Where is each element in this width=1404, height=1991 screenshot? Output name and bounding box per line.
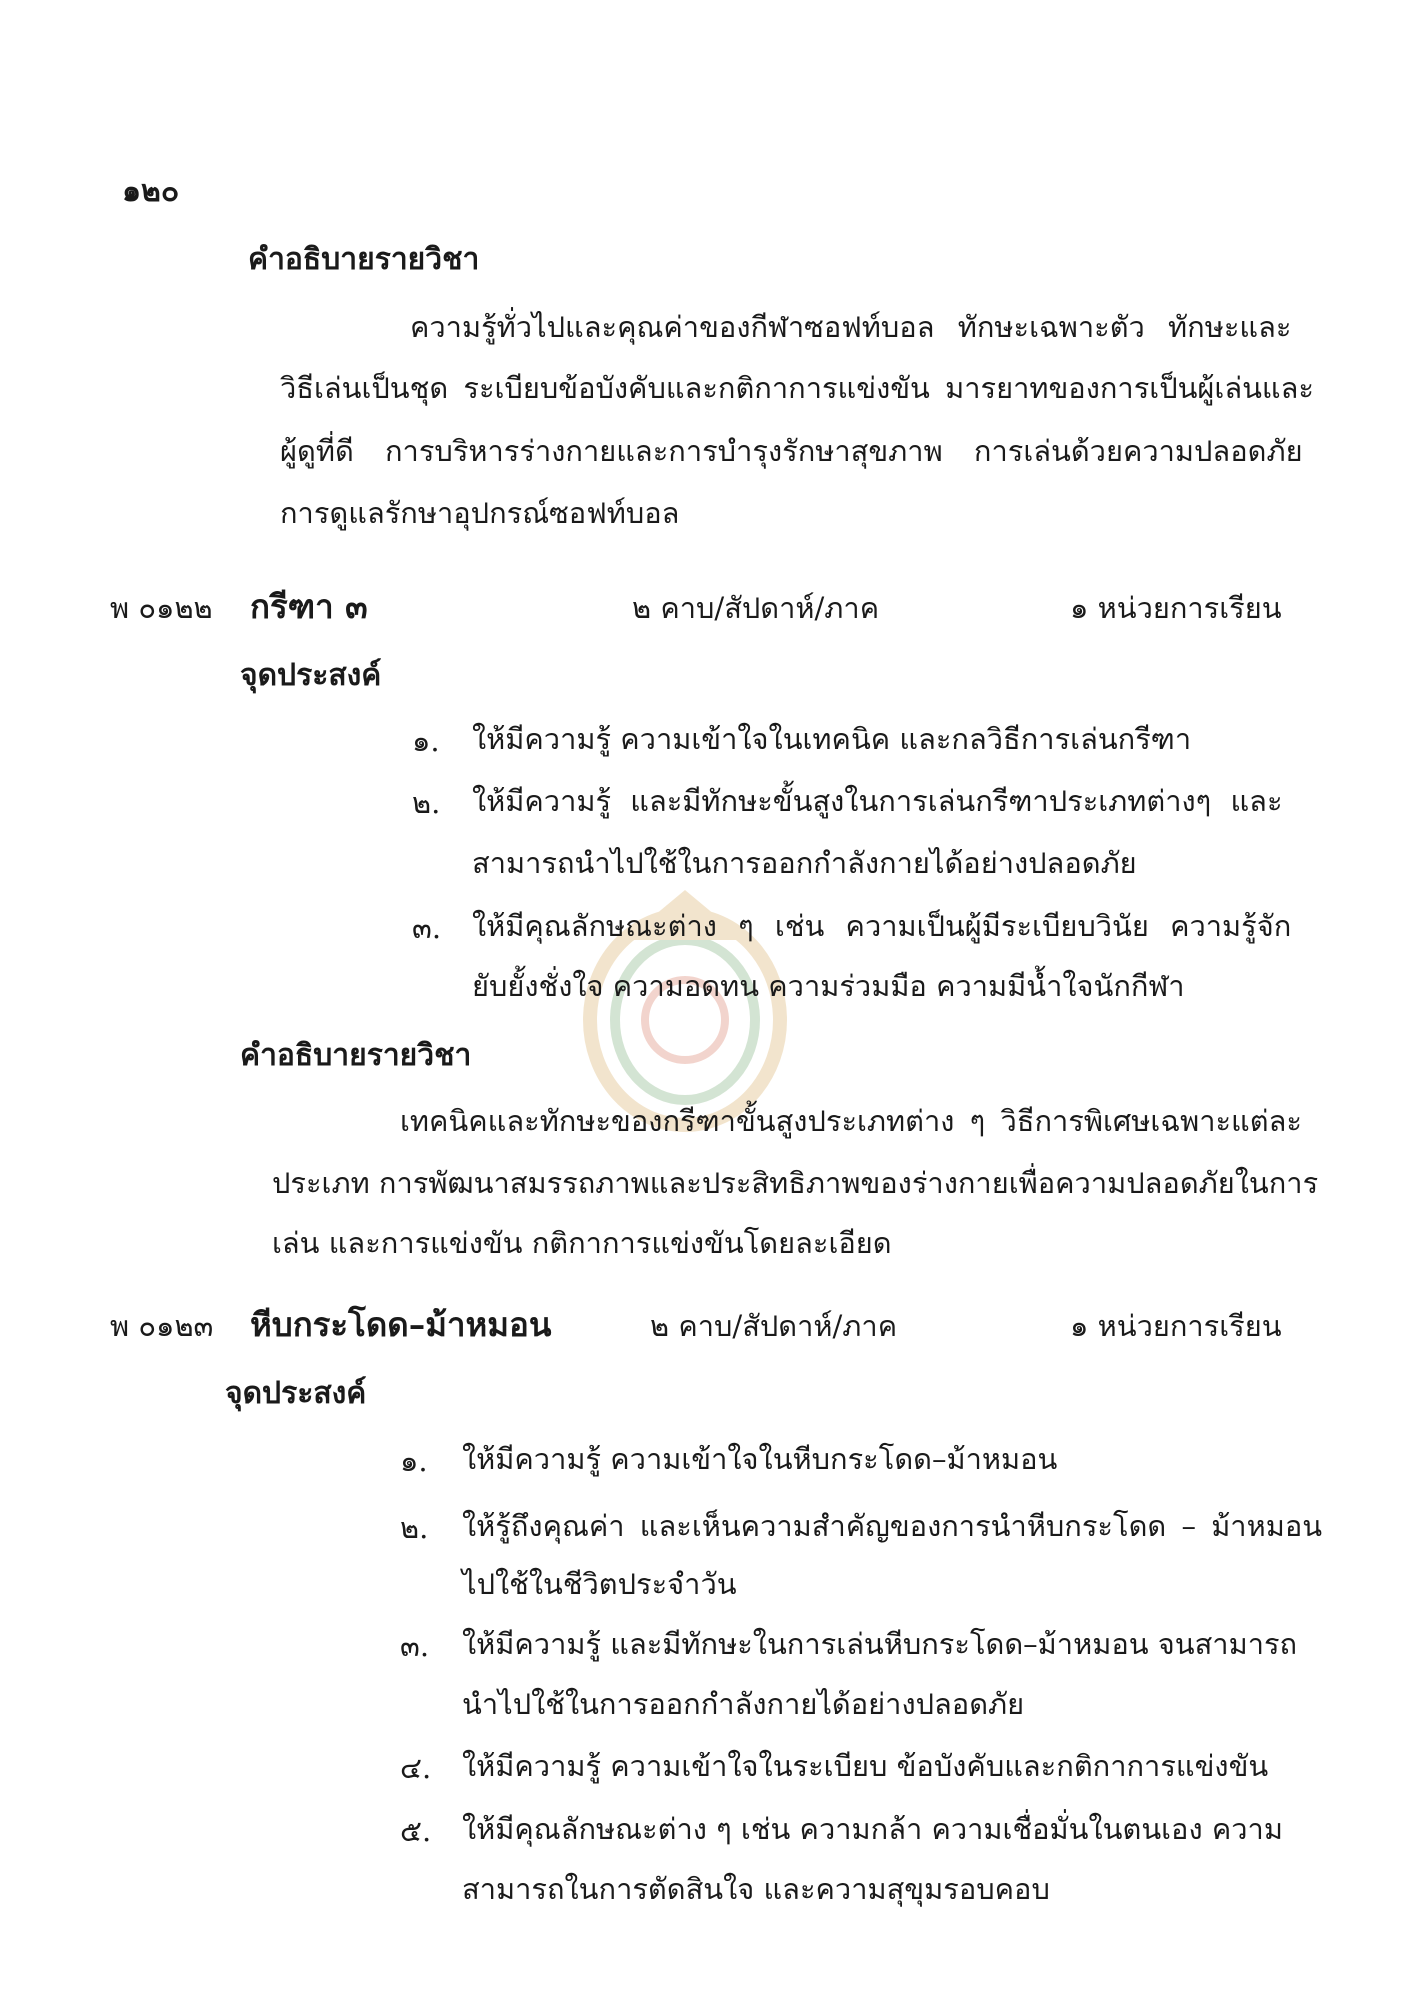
objective-text: ให้มีคุณลักษณะต่าง ๆ เช่น ความกล้า ความเชื่อมั่นในตนเอง ความ <box>462 1812 1283 1846</box>
objective-number: ๑. <box>400 1444 428 1478</box>
objective-text: ให้รู้ถึงคุณค่า และเห็นความสำคัญของการนำหีบกระโดด – ม้าหมอน <box>462 1509 1323 1543</box>
objective-text: ให้มีความรู้ ความเข้าใจในหีบกระโดด–ม้าหมอน <box>462 1442 1058 1476</box>
objective-text: สามารถนำไปใช้ในการออกกำลังกายได้อย่างปลอดภัย <box>472 846 1137 880</box>
description-heading: คำอธิบายรายวิชา <box>240 1038 472 1073</box>
objective-text: ให้มีความรู้ และมีทักษะในการเล่นหีบกระโดด–ม้าหมอน จนสามารถ <box>462 1627 1298 1661</box>
objective-text: ให้มีความรู้ ความเข้าใจในเทคนิค และกลวิธีการเล่นกรีฑา <box>472 722 1192 756</box>
description-line: เทคนิคและทักษะของกรีฑาขั้นสูงประเภทต่าง ๆ วิธีการพิเศษเฉพาะแต่ละ <box>400 1104 1302 1138</box>
paragraph-line: ผู้ดูที่ดี การบริหารร่างกายและการบำรุงรักษาสุขภาพ การเล่นด้วยความปลอดภัย <box>280 434 1303 468</box>
objective-number: ๔. <box>400 1751 432 1785</box>
course-title: หีบกระโดด–ม้าหมอน <box>250 1305 552 1344</box>
objective-text: ให้มีคุณลักษณะต่าง ๆ เช่น ความเป็นผู้มีระเบียบวินัย ความรู้จัก <box>472 909 1292 943</box>
paragraph-line: วิธีเล่นเป็นชุด ระเบียบข้อบังคับและกติกาการแข่งขัน มารยาทของการเป็นผู้เล่นและ <box>280 371 1314 405</box>
objective-number: ๒. <box>412 786 441 820</box>
objective-text: นำไปใช้ในการออกกำลังกายได้อย่างปลอดภัย <box>462 1687 1025 1721</box>
objective-text: สามารถในการตัดสินใจ และความสุขุมรอบคอบ <box>462 1872 1050 1906</box>
objective-text: ยับยั้งชั่งใจ ความอดทน ความร่วมมือ ความมีน้ำใจนักกีฬา <box>472 969 1185 1003</box>
page-number: ๑๒๐ <box>122 174 180 209</box>
section-heading: คำอธิบายรายวิชา <box>248 242 480 277</box>
objectives-heading: จุดประสงค์ <box>240 658 382 693</box>
course-code: พ ๐๑๒๒ <box>110 591 213 625</box>
objective-text: ไปใช้ในชีวิตประจำวัน <box>462 1567 737 1601</box>
description-line: ประเภท การพัฒนาสมรรถภาพและประสิทธิภาพของร่างกายเพื่อความปลอดภัยในการ <box>272 1166 1319 1200</box>
description-line: เล่น และการแข่งขัน กติกาการแข่งขันโดยละเอียด <box>272 1226 892 1260</box>
objective-number: ๓. <box>412 911 442 945</box>
paragraph-line: ความรู้ทั่วไปและคุณค่าของกีฬาซอฟท์บอล ทักษะเฉพาะตัว ทักษะและ <box>410 310 1292 344</box>
course-code: พ ๐๑๒๓ <box>110 1309 214 1343</box>
course-credits: ๑ หน่วยการเรียน <box>1070 591 1282 625</box>
objectives-heading: จุดประสงค์ <box>225 1376 367 1411</box>
course-hours: ๒ คาบ/สัปดาห์/ภาค <box>632 591 880 625</box>
paragraph-line: การดูแลรักษาอุปกรณ์ซอฟท์บอล <box>280 496 680 530</box>
course-title: กรีฑา ๓ <box>250 587 368 626</box>
objective-number: ๑. <box>412 724 440 758</box>
objective-number: ๕. <box>400 1814 432 1848</box>
objective-number: ๓. <box>400 1629 430 1663</box>
objective-text: ให้มีความรู้ และมีทักษะขั้นสูงในการเล่นกรีฑาประเภทต่างๆ และ <box>472 784 1283 818</box>
objective-number: ๒. <box>400 1511 429 1545</box>
course-credits: ๑ หน่วยการเรียน <box>1070 1309 1282 1343</box>
course-hours: ๒ คาบ/สัปดาห์/ภาค <box>650 1309 898 1343</box>
objective-text: ให้มีความรู้ ความเข้าใจในระเบียบ ข้อบังคับและกติกาการแข่งขัน <box>462 1749 1269 1783</box>
